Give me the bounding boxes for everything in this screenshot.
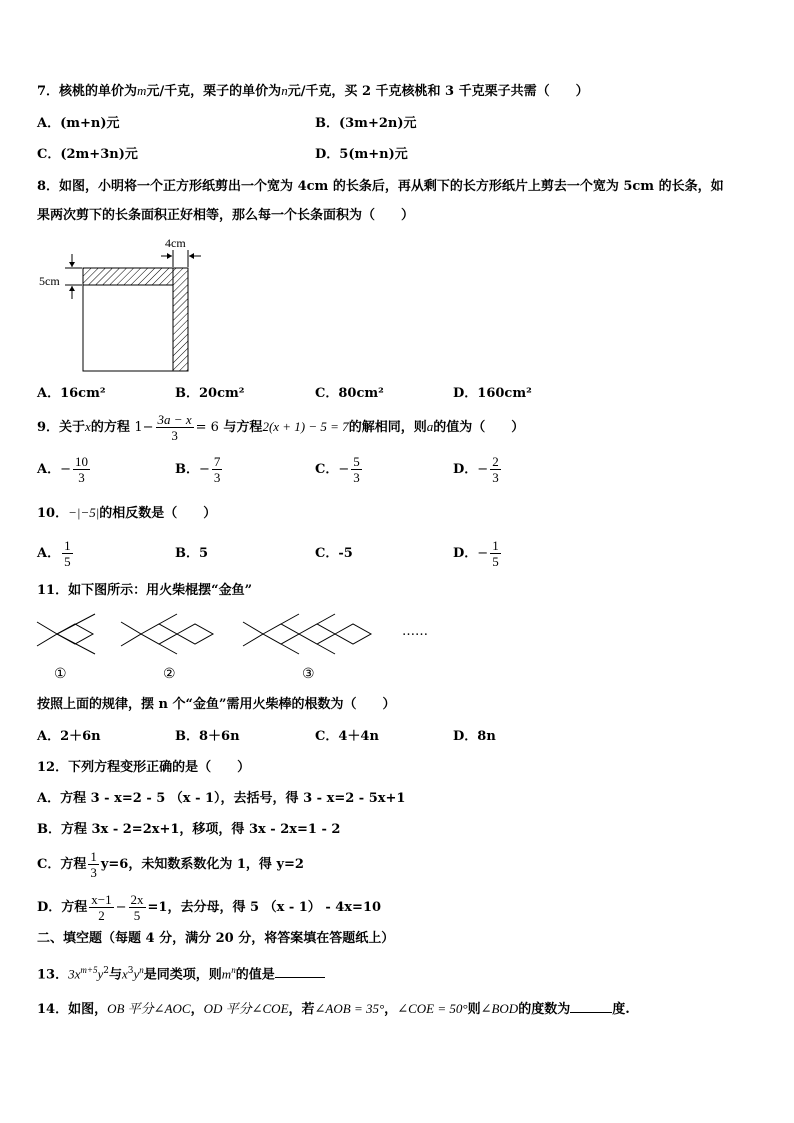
q12-option-a: A．方程 3 - x=2 - 5 （x - 1），去括号，得 3 - x=2 - 5x+1 (37, 791, 406, 806)
q13-answer-blank[interactable] (275, 965, 325, 978)
q9-stem: 9．关于x的方程 1− $\frac{3a - x}{3}$ = 6 与方程2(x + 1) − 5 = 7的解相同，则a的值为（ ） (37, 412, 525, 443)
q7-option-b: B．(3m+2n)元 (315, 116, 417, 131)
q11-option-c: C．4＋4n (315, 729, 379, 744)
q12-option-b: B．方程 3x - 2=2x+1，移项，得 3x - 2x=1 - 2 (37, 822, 341, 837)
q11-figure-label-1: ① (54, 666, 67, 682)
q10-stem: 10．−|−5|的相反数是（ ） (37, 505, 217, 521)
q13-stem: 13．$3x^{m+5}y^2$与$x^3y^n$是同类项，则$m^n$的值是 (37, 962, 325, 983)
q7-stem: 7．核桃的单价为m元/千克，栗子的单价为n元/千克，买 2 千克核桃和 3 千克栗子共需（ ） (37, 83, 589, 99)
q10-option-d: D．− $\frac{1}{5}$ (453, 538, 499, 569)
q7-option-a: A．(m+n)元 (37, 116, 120, 131)
q8-stem-line2: 果两次剪下的长条面积正好相等，那么每一个长条面积为（ ） (37, 208, 415, 223)
q11-ellipsis: …… (402, 624, 428, 639)
q8-option-d: D．160cm² (453, 386, 532, 401)
q11-stem: 11．如下图所示：用火柴棍摆“金鱼” (37, 583, 253, 598)
q7-option-c: C．(2m+3n)元 (37, 147, 138, 162)
q9-option-c: C．− $\frac{5}{3}$ (315, 454, 360, 485)
q8-label-4cm: 4cm (165, 236, 186, 250)
strip-5cm (83, 268, 173, 285)
q11-figure-label-3: ③ (302, 666, 315, 682)
q12-option-c: C．方程 $\frac{1}{3}$ y=6，未知数系数化为 1，得 y=2 (37, 849, 304, 880)
q9-option-b: B．− $\frac{7}{3}$ (175, 454, 221, 485)
q11-question: 按照上面的规律，摆 n 个“金鱼”需用火柴棒的根数为（ ） (37, 697, 396, 712)
q14-stem: 14．如图，OB 平分∠AOC，OD 平分∠COE，若∠AOB = 35°，∠COE = 50°则∠BOD的度数为 度. (37, 1001, 630, 1017)
strip-4cm (173, 268, 188, 371)
q8-option-a: A．16cm² (37, 386, 106, 401)
q8-option-b: B．20cm² (175, 386, 245, 401)
q8-option-c: C．80cm² (315, 386, 384, 401)
section-fill-in-heading: 二、填空题（每题 4 分，满分 20 分，将答案填在答题纸上） (37, 931, 395, 946)
q12-stem: 12．下列方程变形正确的是（ ） (37, 760, 251, 775)
q8-label-5cm: 5cm (39, 274, 60, 288)
q10-option-a: A． $\frac{1}{5}$ (37, 538, 71, 569)
q14-answer-blank[interactable] (570, 1000, 612, 1013)
q10-option-b: B．5 (175, 546, 209, 561)
q11-goldfish-figure (35, 610, 435, 665)
q11-option-a: A．2＋6n (37, 729, 101, 744)
q12-option-d: D．方程 $\frac{x-1}{2}$ − $\frac{2x}{5}$ =1，去分母，得 5 （x - 1） - 4x=10 (37, 892, 382, 923)
q8-stem-line1: 8．如图，小明将一个正方形纸剪出一个宽为 4cm 的长条后，再从剩下的长方形纸片上剪去一个宽为 5cm 的长条，如 (37, 179, 724, 194)
q9-option-d: D．− $\frac{2}{3}$ (453, 454, 499, 485)
q8-square-figure (35, 232, 215, 377)
q9-option-a: A．− $\frac{10}{3}$ (37, 454, 88, 485)
q11-option-d: D．8n (453, 729, 496, 744)
q11-figure-label-2: ② (163, 666, 176, 682)
q7-option-d: D．5(m+n)元 (315, 147, 408, 162)
q10-option-c: C．-5 (315, 546, 353, 561)
q11-option-b: B．8＋6n (175, 729, 240, 744)
